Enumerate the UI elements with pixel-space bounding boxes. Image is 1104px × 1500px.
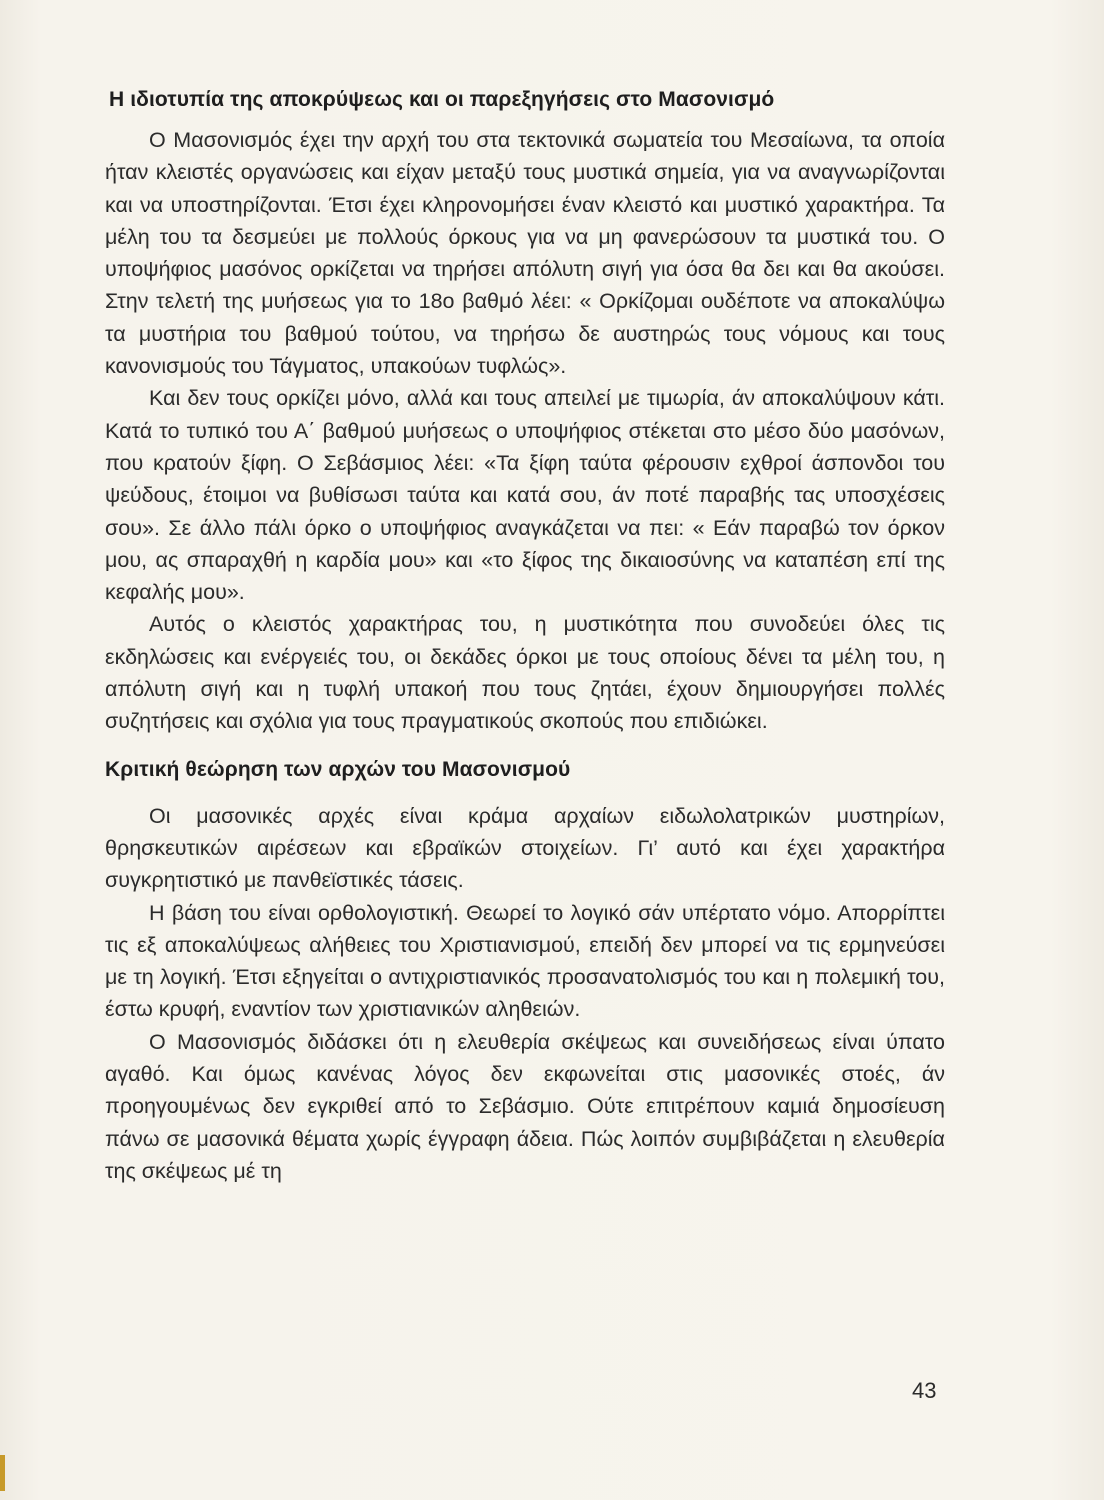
section-heading-critique: Κριτική θεώρηση των αρχών του Μασονισμού [105,757,571,781]
paragraph: Ο Μασονισμός έχει την αρχή του στα τεκτονικά σωματεία του Μεσαίωνα, τα οποία ήταν κλειστές οργανώσεις και είχαν μεταξύ τους μυστικά σημεία, για να αναγνωρίζονται και να υποστηρίζονται. Έτσι έχει κληρονομήσει έναν κλειστό και μυστικό χαρακτήρα. Τα μέλη του τα δεσμεύει με πολλούς όρκους για να μη φανερώσουν τα μυστικά του. Ο υποψήφιος μασόνος ορκίζεται να τηρήσει απόλυτη σιγή για όσα θα δει και θα ακούσει. Στην τελετή της μυήσεως για το 18ο βαθμό λέει: « Ορκίζομαι ουδέποτε να αποκαλύψω τα μυστήρια του βαθμού τούτου, να τηρήσω δε αυστηρώς τους νόμους και τους κανονισμούς του Τάγματος, υπακούων τυφλώς». [105,128,945,379]
section-heading-secrecy: Η ιδιοτυπία της αποκρύψεως και οι παρεξηγήσεις στο Μασονισμό [109,88,775,111]
page-edge-mark [0,1455,5,1491]
paragraph: Αυτός ο κλειστός χαρακτήρας του, η μυστικότητα που συνοδεύει όλες τις εκδηλώσεις και ενέργειές του, οι δεκάδες όρκοι με τους οποίους δένει τα μέλη του, η απόλυτη σιγή και η τυφλή υπακοή που τους ζητάει, έχουν δημιουργήσει πολλές συζητήσεις και σχόλια για τους πραγματικούς σκοπούς που επιδιώκει. [105,612,945,734]
paragraph: Ο Μασονισμός διδάσκει ότι η ελευθερία σκέψεως και συνειδήσεως είναι ύπατο αγαθό. Και όμως κανένας λόγος δεν εκφωνείται στις μασονικές στοές, άν προηγουμένως δεν εγκριθεί από το Σεβάσμιο. Ούτε επιτρέπουν καμιά δημοσίευση πάνω σε μασονικά θέματα χωρίς έγγραφη άδεια. Πώς λοιπόν συμβιβάζεται η ελευθερία της σκέψεως μέ τη [105,1029,945,1183]
paragraph: Η βάση του είναι ορθολογιστική. Θεωρεί το λογικό σάν υπέρτατο νόμο. Απορρίπτει τις εξ αποκαλύψεως αλήθειες του Χριστιανισμού, επειδή δεν μπορεί να τις ερμηνεύσει με τη λογική. Έτσι εξηγείται ο αντιχριστιανικός προσανατολισμός του και η πολεμική του, έστω κρυφή, εναντίον των χριστιανικών αληθειών. [105,900,945,1022]
paragraph: Οι μασονικές αρχές είναι κράμα αρχαίων ειδωλολατρικών μυστηρίων, θρησκευτικών αιρέσεων και εβραϊκών στοιχείων. Γι’ αυτό και έχει χαρακτήρα συγκρητιστικό με πανθεϊστικές τάσεις. [105,803,945,893]
page-content [105,82,945,1187]
paragraph: Και δεν τους ορκίζει μόνο, αλλά και τους απειλεί με τιμωρία, άν αποκαλύψουν κάτι. Κατά το τυπικό του Α΄ βαθμού μυήσεως ο υποψήφιος στέκεται στο μέσο δύο μασόνων, που κρατούν ξίφη. Ο Σεβάσμιος λέει: «Τα ξίφη ταύτα φέρουσιν εχθροί άσπονδοι του ψεύδους, έτοιμοι να βυθίσωσι ταύτα και κατά σου, άν ποτέ παραβής τας υποσχέσεις σου». Σε άλλο πάλι όρκο ο υποψήφιος αναγκάζεται να πει: « Εάν παραβώ τον όρκον μου, ας σπαραχθή η καρδία μου» και «το ξίφος της δικαιοσύνης να καταπέση επί της κεφαλής μου». [105,386,945,605]
page-number: 43 [912,1378,937,1403]
